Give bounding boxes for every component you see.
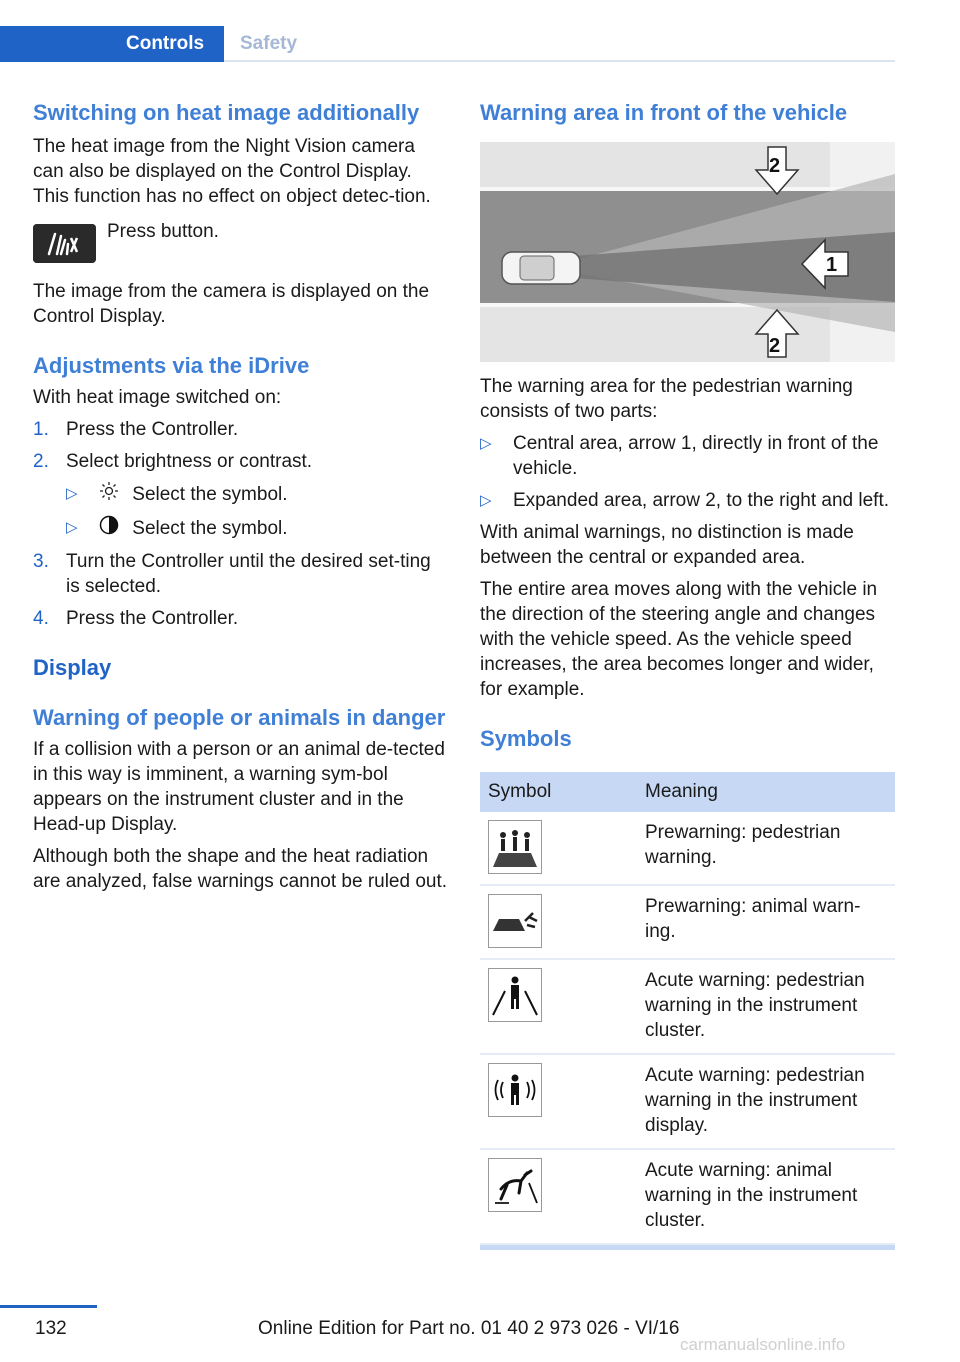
step-text: Select brightness or contrast. (66, 451, 313, 472)
bullet-expanded-area (480, 488, 895, 513)
sub-bullet-brightness (66, 481, 448, 508)
step-text: Press the Controller. (66, 419, 239, 440)
paragraph-entire-area: The entire area moves along with the vehicle in the direction of the steering angle and changes with the vehicle speed. As the vehicle speed increases, the area becomes longer and wider, for example. (480, 579, 878, 700)
press-button-row (33, 221, 448, 273)
brightness-icon (99, 481, 121, 508)
table-row (480, 1054, 895, 1149)
warning-area-figure (480, 142, 895, 362)
bullet-text: Expanded area, arrow 2, to the right and left. (513, 490, 890, 511)
table-row (480, 959, 895, 1054)
svg-text:1: 1 (826, 254, 838, 276)
watermark: carmanualsonline.info (680, 1335, 846, 1354)
column-header-meaning: Meaning (637, 772, 895, 812)
triangle-bullet-icon: ▷ (480, 492, 492, 509)
footer-edition: Online Edition for Part no. 01 40 2 973 026 - VI/16 (258, 1318, 680, 1339)
triangle-bullet-icon: ▷ (66, 519, 78, 536)
step-text: Press the Controller. (66, 608, 239, 629)
night-vision-button-icon (33, 224, 96, 263)
pedestrian-acute-cluster-icon (488, 968, 542, 1022)
sub-bullet-text: Select the symbol. (132, 517, 288, 539)
paragraph-with-heat-image: With heat image switched on: (33, 387, 282, 408)
heading-display: Display (33, 655, 112, 680)
meaning-cell: Acute warning: pedestrian warning in the instrument cluster. (637, 959, 895, 1054)
table-header-row (480, 772, 895, 812)
tab-safety[interactable]: Safety (240, 33, 298, 54)
steps-list (33, 417, 448, 631)
table-row (480, 885, 895, 959)
meaning-cell: Prewarning: pedestrian warning. (637, 812, 895, 885)
heading-warning-people-animals: Warning of people or animals in danger (33, 705, 446, 730)
triangle-bullet-icon: ▷ (66, 485, 78, 502)
sub-bullet-text: Select the symbol. (132, 483, 288, 505)
svg-text:2: 2 (769, 155, 781, 177)
tab-controls[interactable]: Controls (0, 26, 224, 62)
step-item (33, 549, 448, 599)
bullet-text: Central area, arrow 1, directly in front of the vehicle. (513, 433, 879, 479)
paragraph-camera-image: The image from the camera is displayed on the Control Display. (33, 281, 430, 327)
animal-acute-cluster-icon (488, 1158, 542, 1212)
heading-adjustments-idrive: Adjustments via the iDrive (33, 353, 310, 378)
press-button-text: Press button. (107, 221, 219, 242)
step-item (33, 449, 448, 474)
left-column (33, 100, 448, 894)
pedestrian-prewarning-icon (488, 820, 542, 874)
step-item (33, 606, 448, 631)
heading-warning-area: Warning area in front of the vehicle (480, 100, 848, 125)
step-text: Turn the Controller until the desired set-ting is selected. (66, 551, 431, 597)
step-item (33, 417, 448, 442)
animal-prewarning-icon (488, 894, 542, 948)
bullet-central-area (480, 431, 895, 481)
paragraph-animal-warnings: With animal warnings, no distinction is made between the central or expanded area. (480, 522, 854, 568)
header-tabs (0, 26, 895, 62)
meaning-cell: Acute warning: animal warning in the instrument cluster. (637, 1149, 895, 1244)
meaning-cell: Acute warning: pedestrian warning in the instrument display. (637, 1054, 895, 1149)
pedestrian-acute-display-icon (488, 1063, 542, 1117)
right-column (480, 100, 895, 1250)
table-bottom-rule (480, 1245, 895, 1250)
paragraph-warning-area: The warning area for the pedestrian warning consists of two parts: (480, 376, 853, 422)
meaning-cell: Prewarning: animal warn-ing. (637, 885, 895, 959)
paragraph-collision: If a collision with a person or an animal de-tected in this way is imminent, a warning sym-bol appears on the instrument cluster and in the Head-up Display. (33, 739, 445, 835)
table-row (480, 1149, 895, 1244)
table-row (480, 812, 895, 885)
car-icon (502, 252, 580, 284)
header-rule (224, 60, 895, 62)
paragraph-false-warnings: Although both the shape and the heat radiation are analyzed, false warnings cannot be ruled out. (33, 846, 448, 892)
paragraph-heat-image: The heat image from the Night Vision camera can also be displayed on the Control Display. This function has no effect on object detec-tion. (33, 136, 431, 207)
step-number: 1. (33, 419, 49, 440)
step-number: 3. (33, 551, 49, 572)
contrast-icon (99, 515, 121, 542)
footer-rule (0, 1305, 97, 1308)
heading-symbols: Symbols (480, 726, 572, 751)
sub-bullet-contrast (66, 515, 448, 542)
page-number: 132 (35, 1318, 67, 1339)
triangle-bullet-icon: ▷ (480, 435, 492, 452)
heading-switching-heat-image: Switching on heat image additionally (33, 100, 420, 125)
svg-text:2: 2 (769, 335, 781, 357)
symbols-table (480, 772, 895, 1245)
column-header-symbol: Symbol (480, 772, 637, 812)
area-bullets (480, 431, 895, 513)
step-number: 4. (33, 608, 49, 629)
step-number: 2. (33, 451, 49, 472)
